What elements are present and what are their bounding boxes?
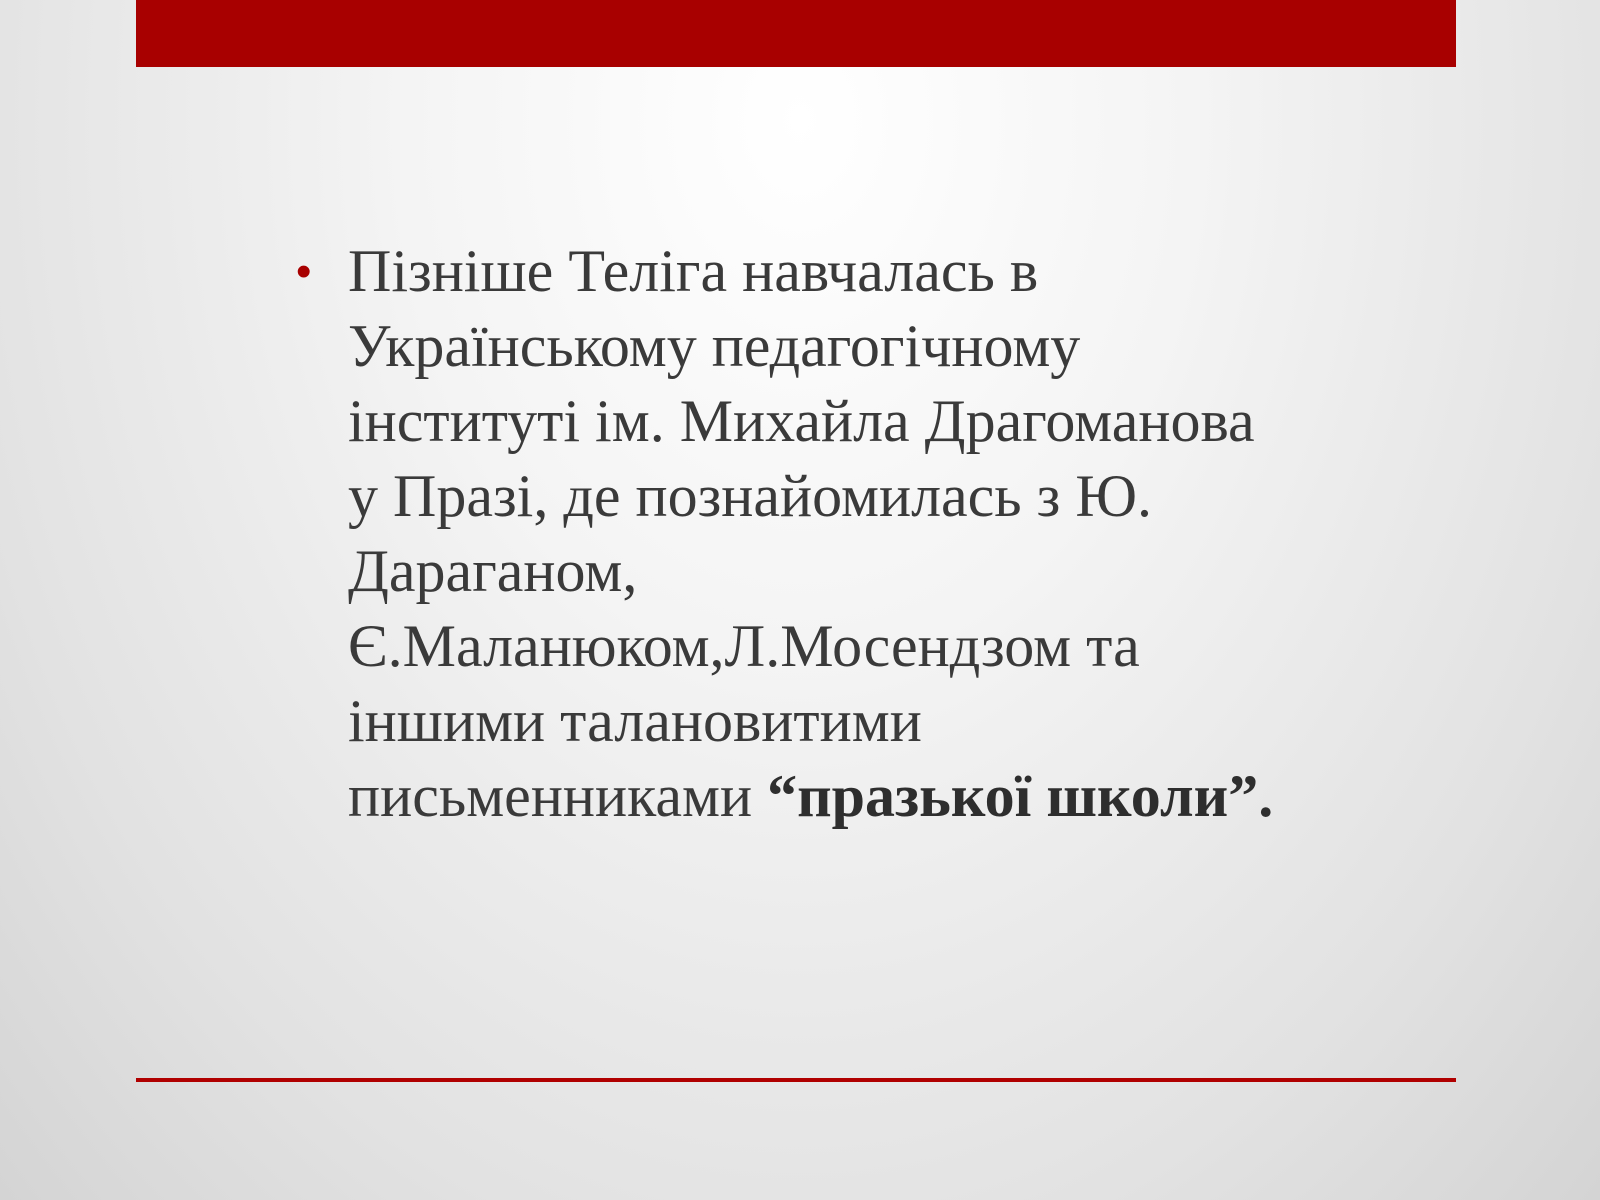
bottom-divider: [136, 1078, 1456, 1082]
text-line-8-prefix: письменниками: [348, 763, 768, 829]
text-line-2: Українському педагогічному: [348, 313, 1081, 379]
text-line-6: Є.Маланюком,Л.Мосендзом та: [348, 613, 1140, 679]
text-line-3: інституті ім. Михайла Драгоманова: [348, 388, 1255, 454]
slide-content: [296, 234, 1356, 834]
text-line-1: Пізніше Теліга навчалась в: [348, 238, 1039, 304]
bold-phrase: “празької школи”.: [767, 763, 1274, 829]
top-accent-bar: [136, 0, 1456, 67]
text-line-7: іншими талановитими: [348, 688, 922, 754]
text-line-5: Дараганом,: [348, 538, 638, 604]
bullet-icon: •: [296, 247, 312, 296]
text-line-4: у Празі, де познайомилась з Ю.: [348, 463, 1153, 529]
bullet-item: [296, 234, 1356, 834]
text-line-8: [348, 759, 1356, 834]
